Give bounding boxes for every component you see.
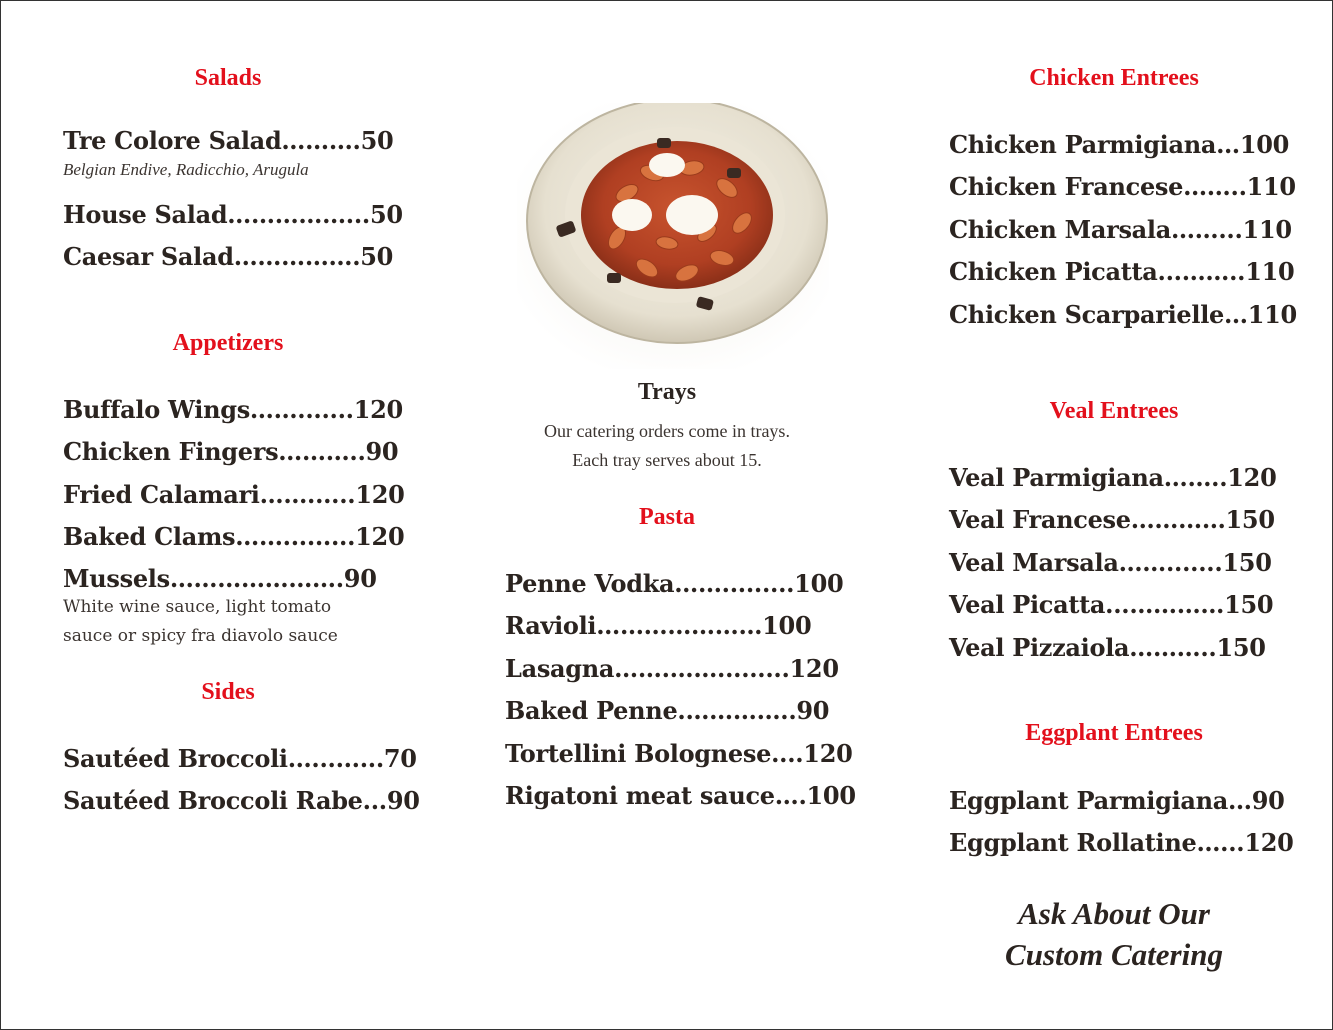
- menu-item-veal-marsala: Veal Marsala…….......150: [949, 548, 1272, 577]
- menu-item-caesar-salad: Caesar Salad…………….50: [63, 242, 394, 271]
- menu-item-chicken-parmigiana: Chicken Parmigiana…100: [949, 130, 1290, 159]
- trays-title: Trays: [637, 379, 697, 405]
- menu-item-chicken-fingers: Chicken Fingers………..90: [63, 437, 399, 466]
- menu-item-ravioli: Ravioli…………………100: [505, 611, 812, 640]
- mussels-description-line-2: sauce or spicy fra diavolo sauce: [63, 626, 338, 646]
- menu-item-tre-colore-salad: Tre Colore Salad……….50: [63, 126, 394, 155]
- custom-catering-promo-line-1: Ask About Our: [1018, 896, 1210, 931]
- salads-heading: Salads: [194, 65, 262, 91]
- pasta-dish-photo: [517, 103, 829, 369]
- menu-item-sauteed-broccoli-rabe: Sautéed Broccoli Rabe...90: [63, 786, 420, 815]
- menu-item-tortellini-bolognese: Tortellini Bolognese....120: [505, 739, 853, 768]
- menu-item-veal-parmigiana: Veal Parmigiana……..120: [949, 463, 1277, 492]
- menu-item-penne-vodka: Penne Vodka…….........100: [505, 569, 844, 598]
- pasta-plate-image: [517, 103, 829, 369]
- menu-item-mussels: Mussels………………….90: [63, 564, 377, 593]
- menu-item-veal-pizzaiola: Veal Pizzaiola………..150: [949, 633, 1266, 662]
- menu-item-fried-calamari: Fried Calamari……......120: [63, 480, 405, 509]
- menu-item-buffalo-wings: Buffalo Wings…….......120: [63, 395, 403, 424]
- menu-item-chicken-marsala: Chicken Marsala……...110: [949, 215, 1292, 244]
- eggplant-entrees-heading: Eggplant Entrees: [1025, 720, 1203, 746]
- menu-item-sauteed-broccoli: Sautéed Broccoli….........70: [63, 744, 417, 773]
- sides-heading: Sides: [201, 679, 255, 705]
- tre-colore-description: Belgian Endive, Radicchio, Arugula: [63, 160, 309, 179]
- menu-item-chicken-scarparielle: Chicken Scarparielle…110: [949, 300, 1297, 329]
- menu-item-eggplant-rollatine: Eggplant Rollatine…...120: [949, 828, 1294, 857]
- menu-item-lasagna: Lasagna…….…….........120: [505, 654, 839, 683]
- appetizers-heading: Appetizers: [172, 330, 284, 356]
- chicken-entrees-heading: Chicken Entrees: [1029, 65, 1199, 91]
- menu-item-house-salad: House Salad……………...50: [63, 200, 403, 229]
- menu-item-rigatoni-meat-sauce: Rigatoni meat sauce….100: [505, 781, 856, 810]
- menu-item-baked-penne: Baked Penne.…………..90: [505, 696, 830, 725]
- menu-item-eggplant-parmigiana: Eggplant Parmigiana…90: [949, 786, 1285, 815]
- veal-entrees-heading: Veal Entrees: [1049, 398, 1179, 424]
- menu-item-baked-clams: Baked Clams…….........120: [63, 522, 405, 551]
- menu-item-chicken-picatta: Chicken Picatta...……..110: [949, 257, 1295, 286]
- mussels-description-line-1: White wine sauce, light tomato: [63, 597, 332, 617]
- pasta-heading: Pasta: [639, 504, 695, 530]
- trays-description-line-2: Each tray serves about 15.: [572, 450, 762, 470]
- menu-item-chicken-francese: Chicken Francese……..110: [949, 172, 1296, 201]
- custom-catering-promo-line-2: Custom Catering: [1005, 937, 1223, 972]
- menu-item-veal-francese: Veal Francese…………150: [949, 505, 1275, 534]
- trays-description-line-1: Our catering orders come in trays.: [544, 421, 790, 441]
- menu-item-veal-picatta: Veal Picatta...…………150: [949, 590, 1274, 619]
